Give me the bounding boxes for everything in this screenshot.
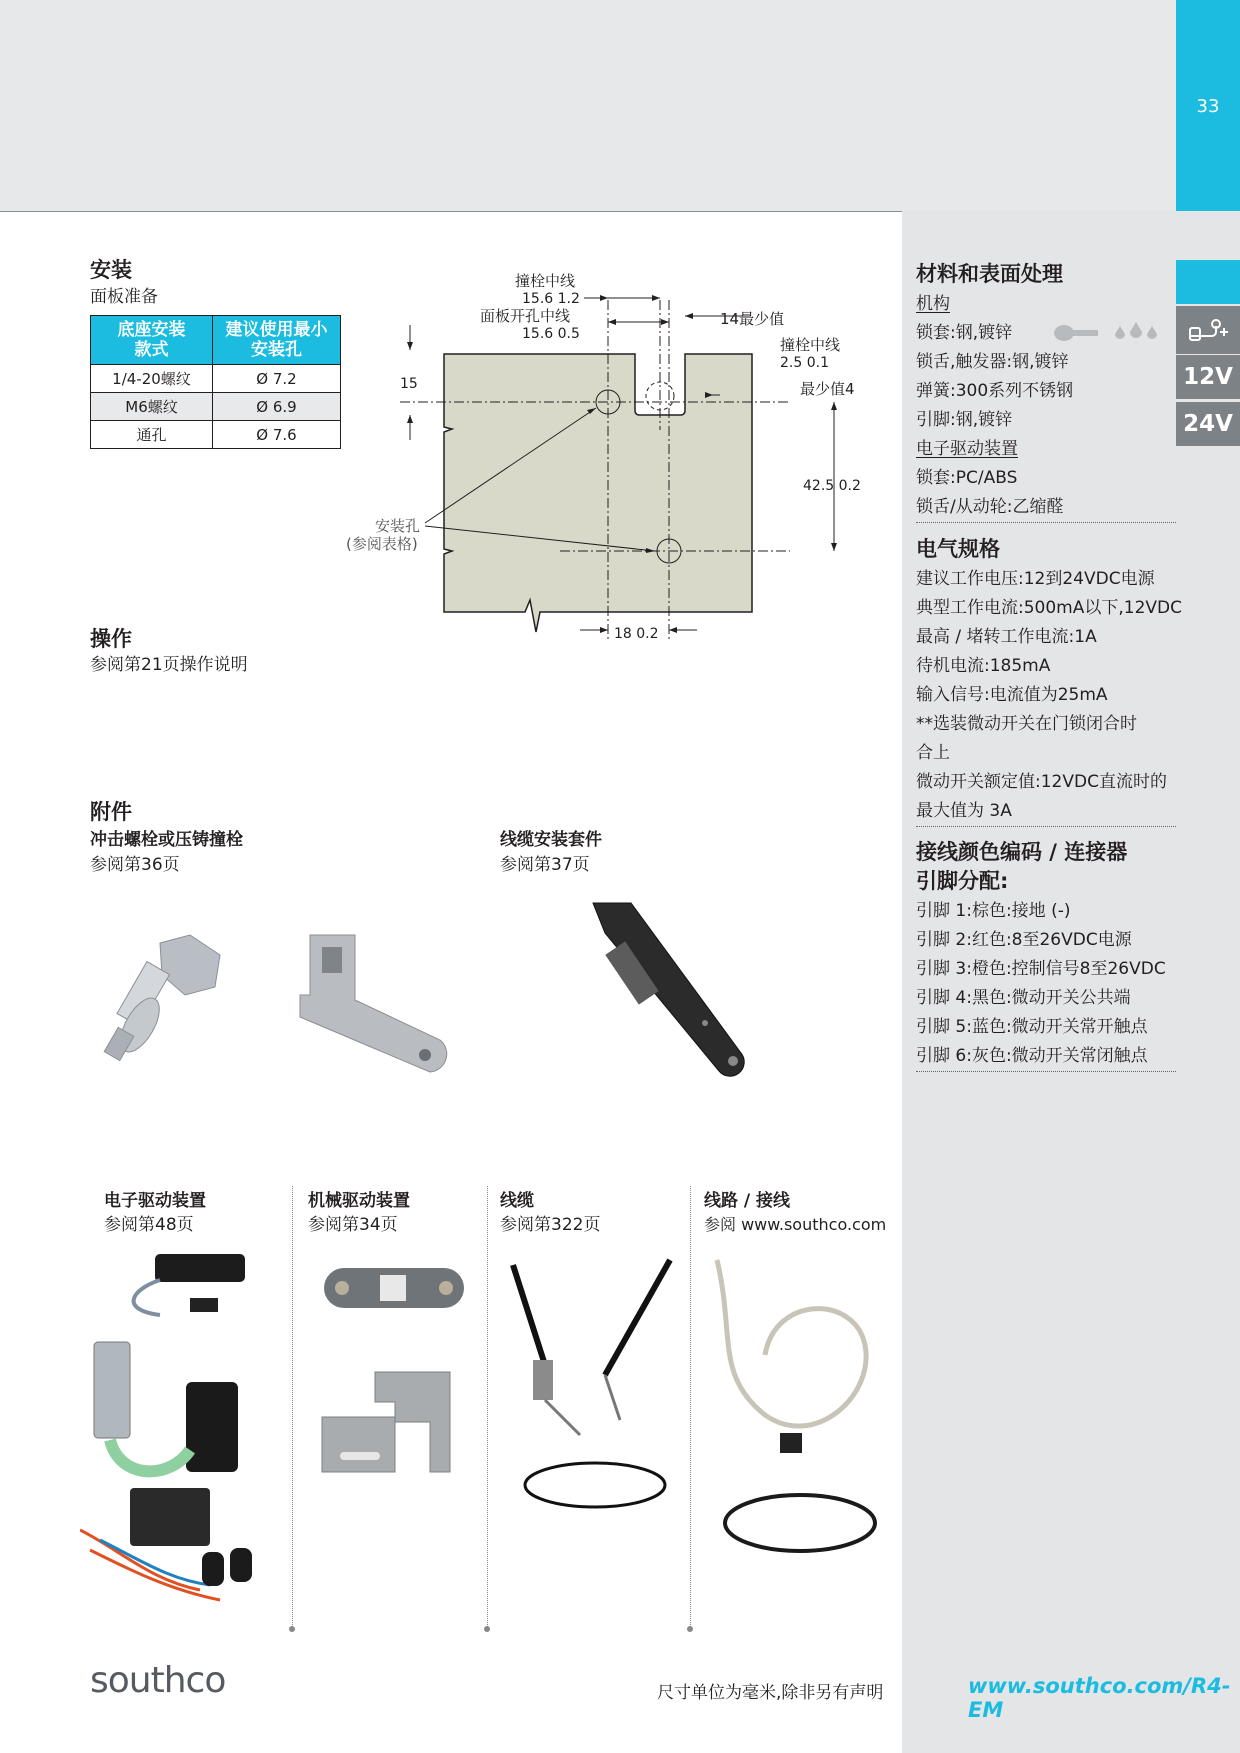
- wiring-harness-image: [705, 1255, 885, 1565]
- pin-line: 引脚 3:橙色:控制信号8至26VDC: [916, 959, 1166, 979]
- mechanism-heading: 机构: [916, 294, 950, 314]
- bottom-text-mechanical: 参阅第34页: [308, 1215, 398, 1235]
- column-divider-dot: [289, 1626, 295, 1632]
- pin-line: 引脚 6:灰色:微动开关常闭触点: [916, 1042, 1176, 1072]
- table-cell: Ø 6.9: [213, 393, 341, 421]
- dim-18-0-2: 18 0.2: [614, 626, 659, 642]
- spec-line: 弹簧:300系列不锈钢: [916, 381, 1074, 401]
- cables-image: [505, 1255, 685, 1565]
- bottom-title-wiring: 线路 / 接线: [704, 1191, 791, 1211]
- bottom-text-cable: 参阅第322页: [500, 1215, 601, 1235]
- label-mounting-hole: 安装孔: [375, 517, 421, 535]
- pin-line: 引脚 5:蓝色:微动开关常开触点: [916, 1017, 1148, 1037]
- spec-line: 最高 / 堵转工作电流:1A: [916, 627, 1097, 647]
- spec-line: 典型工作电流:500mA以下,12VDC: [916, 598, 1182, 618]
- table-cell: Ø 7.2: [213, 365, 341, 393]
- electrical-title: 电气规格: [916, 537, 1000, 561]
- water-drop-icon: [1115, 326, 1125, 339]
- tab-12v: 12V: [1176, 355, 1240, 399]
- column-divider: [292, 1186, 293, 1631]
- spec-line: 锁舌/从动轮:乙缩醛: [916, 493, 1176, 523]
- spec-line: 待机电流:185mA: [916, 656, 1051, 676]
- label-striker-centerline-2: 撞栓中线: [780, 336, 841, 354]
- wiring-title-1: 接线颜色编码 / 连接器: [916, 840, 1128, 864]
- environment-icons: [1050, 318, 1165, 348]
- bottom-title-cable: 线缆: [500, 1191, 534, 1211]
- dim-15-6-1-2: 15.6 1.2: [522, 291, 580, 307]
- dim-15-6-0-5: 15.6 0.5: [522, 326, 580, 342]
- label-see-table: (参阅表格): [346, 535, 418, 553]
- spec-line: 引脚:钢,镀锌: [916, 410, 1013, 430]
- die-cast-striker-image: [290, 925, 460, 1085]
- pin-line: 引脚 1:棕色:接地 (-): [916, 901, 1071, 921]
- spec-line: 建议工作电压:12到24VDC电源: [916, 569, 1155, 589]
- southco-logo: southco: [90, 1660, 226, 1701]
- electronic-actuators-image: [80, 1250, 280, 1620]
- bottom-title-mechanical: 机械驱动装置: [308, 1191, 410, 1211]
- operation-title: 操作: [90, 627, 132, 651]
- install-subtitle: 面板准备: [90, 287, 158, 307]
- bottom-title-electronic: 电子驱动装置: [104, 1191, 206, 1211]
- footer-url[interactable]: www.southco.com/R4-EM: [968, 1674, 1231, 1722]
- header-band: [0, 0, 1176, 212]
- spec-line: 最大值为 3A: [916, 797, 1176, 827]
- spec-line: 锁舌,触发器:钢,镀锌: [916, 352, 1069, 372]
- shoulder-bolt-image: [100, 925, 230, 1065]
- table-header-mount: 底座安装 款式: [91, 316, 213, 365]
- dim-15: 15: [400, 376, 418, 392]
- tab-24v: 24V: [1176, 402, 1240, 446]
- mounting-hole-table: [90, 315, 341, 449]
- pin-line: 引脚 2:红色:8至26VDC电源: [916, 930, 1132, 950]
- tab-latch-icon: [1176, 306, 1240, 354]
- footer-note: 尺寸单位为毫米,除非另有声明: [657, 1683, 884, 1703]
- accessory-title-cable-kit: 线缆安装套件: [500, 830, 602, 850]
- label-min-14: 14最少值: [720, 310, 785, 328]
- spec-line: 锁套:钢,镀锌: [916, 323, 1013, 343]
- column-divider-dot: [687, 1626, 693, 1632]
- table-cell: 1/4-20螺纹: [91, 365, 213, 393]
- wiring-block: [916, 897, 1176, 1072]
- page-number: 33: [1196, 96, 1220, 117]
- cable-mount-kit-image: [585, 893, 750, 1078]
- bottom-text-wiring: 参阅 www.southco.com: [704, 1215, 887, 1234]
- spec-line: **选装微动开关在门锁闭合时: [916, 714, 1137, 734]
- mechanical-actuators-image: [320, 1262, 470, 1492]
- dim-42-5-0-2: 42.5 0.2: [803, 478, 861, 494]
- spec-line: 合上: [916, 743, 950, 763]
- column-divider: [690, 1186, 691, 1631]
- electrical-block: [916, 565, 1182, 827]
- column-divider: [487, 1186, 488, 1631]
- operation-text: 参阅第21页操作说明: [90, 655, 248, 675]
- panel-cutout-drawing: [340, 260, 885, 650]
- table-cell: Ø 7.6: [213, 421, 341, 449]
- table-cell: M6螺纹: [91, 393, 213, 421]
- electronic-heading: 电子驱动装置: [916, 439, 1018, 459]
- table-header-hole: 建议使用最小 安装孔: [213, 316, 341, 365]
- bottom-text-electronic: 参阅第48页: [104, 1215, 194, 1235]
- water-drop-icon: [1130, 322, 1142, 338]
- pin-line: 引脚 4:黑色:微动开关公共端: [916, 988, 1131, 1008]
- tab-accent: [1176, 260, 1240, 304]
- spec-line: 锁套:PC/ABS: [916, 468, 1018, 488]
- column-divider-dot: [484, 1626, 490, 1632]
- spec-line: 输入信号:电流值为25mA: [916, 685, 1108, 705]
- materials-title: 材料和表面处理: [916, 262, 1063, 286]
- accessory-text-cable-kit: 参阅第37页: [500, 855, 590, 875]
- label-min-4: 最少值4: [800, 380, 855, 398]
- table-cell: 通孔: [91, 421, 213, 449]
- accessory-text-bolt: 参阅第36页: [90, 855, 180, 875]
- dim-2-5-0-1: 2.5 0.1: [780, 355, 829, 371]
- wiring-title-2: 引脚分配:: [916, 869, 1009, 893]
- label-striker-centerline: 撞栓中线: [515, 272, 576, 290]
- spec-line: 微动开关额定值:12VDC直流时的: [916, 772, 1167, 792]
- label-panel-cutout-centerline: 面板开孔中线: [480, 307, 571, 325]
- accessory-title-bolt: 冲击螺栓或压铸撞栓: [90, 830, 243, 850]
- accessories-title: 附件: [90, 800, 132, 824]
- water-drop-icon: [1147, 326, 1157, 339]
- install-title: 安装: [90, 258, 132, 282]
